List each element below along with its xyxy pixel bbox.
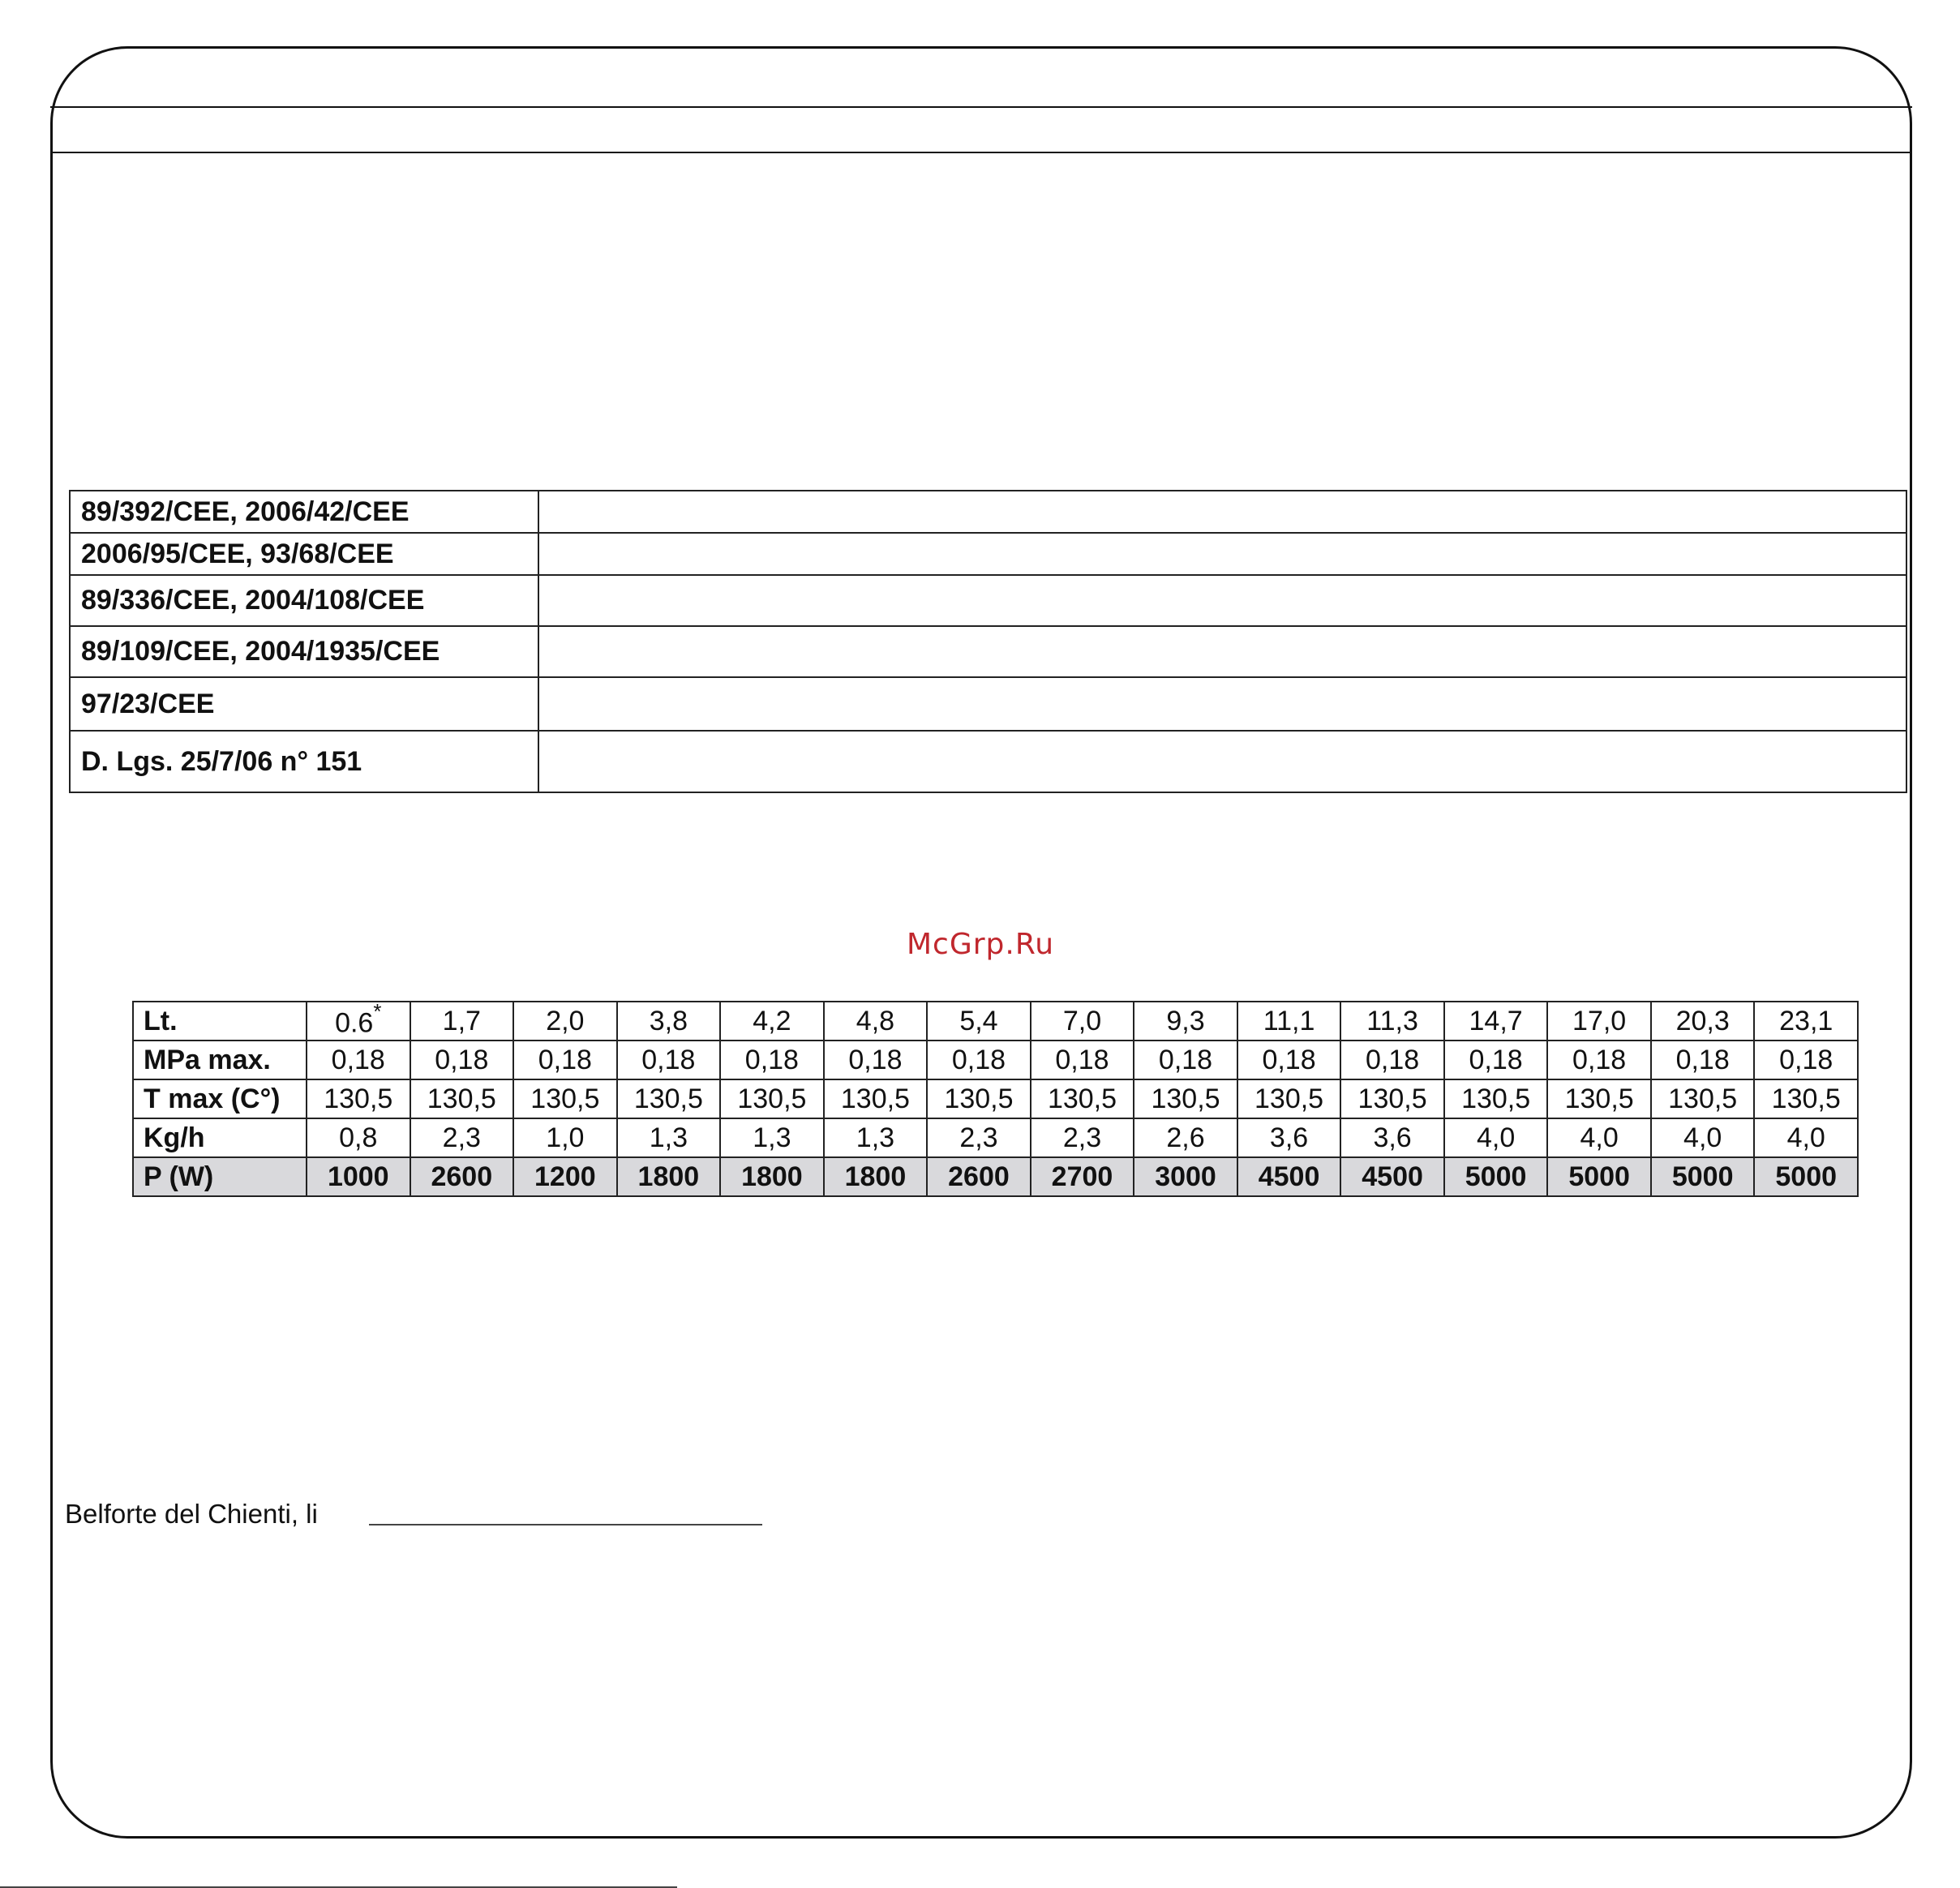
spec-value: 1200 (534, 1161, 596, 1192)
spec-cell (1134, 1118, 1237, 1157)
directive-row (70, 731, 1906, 792)
spec-value: 14,7 (1469, 1005, 1523, 1036)
spec-value: 9,3 (1166, 1005, 1205, 1036)
spec-value: 1000 (327, 1161, 389, 1192)
spec-value: 11,3 (1366, 1005, 1418, 1036)
spec-cell (513, 1002, 617, 1041)
spec-cell (1031, 1002, 1134, 1041)
spec-cell (307, 999, 410, 1041)
spec-value: 4,0 (1476, 1122, 1516, 1153)
spec-cell (307, 1118, 410, 1157)
header-divider-top (50, 106, 1912, 108)
spec-cell (1444, 1157, 1548, 1196)
specifications-table (132, 1001, 1859, 1197)
spec-value: 0,18 (1469, 1044, 1523, 1075)
spec-row-header: MPa max. (133, 1041, 307, 1079)
spec-row (133, 1118, 1858, 1157)
spec-value: 2,6 (1166, 1122, 1205, 1153)
spec-value: 130,5 (840, 1083, 910, 1114)
spec-cell (617, 1118, 721, 1157)
spec-cell (307, 1041, 410, 1079)
spec-cell (617, 1079, 721, 1118)
spec-cell (410, 1041, 514, 1079)
spec-value: 3,6 (1269, 1122, 1309, 1153)
spec-cell (1031, 1079, 1134, 1118)
spec-row (133, 1079, 1858, 1118)
spec-cell (617, 1157, 721, 1196)
spec-value: 0,8 (339, 1122, 378, 1153)
spec-cell (1651, 1157, 1755, 1196)
spec-value: 1800 (844, 1161, 907, 1192)
spec-value: 2,3 (442, 1122, 481, 1153)
spec-value: 130,5 (944, 1083, 1014, 1114)
directive-value (538, 677, 1906, 731)
spec-row-header: T max (C°) (133, 1079, 307, 1118)
spec-value: 0.6 (335, 1007, 374, 1039)
spec-value: 4,0 (1683, 1122, 1722, 1153)
spec-value: 4500 (1258, 1161, 1320, 1192)
spec-cell (1134, 1157, 1237, 1196)
spec-cell (1237, 1079, 1341, 1118)
spec-cell (1754, 1002, 1858, 1041)
spec-cell (927, 1118, 1031, 1157)
spec-cell (720, 1041, 824, 1079)
spec-cell (927, 1002, 1031, 1041)
spec-value: 23,1 (1779, 1005, 1833, 1036)
spec-cell (720, 1157, 824, 1196)
spec-row (133, 1041, 1858, 1079)
directive-label: 97/23/CEE (70, 677, 538, 731)
spec-cell (1340, 1002, 1444, 1041)
spec-value: 5,4 (959, 1005, 998, 1036)
spec-cell (1134, 1002, 1237, 1041)
spec-cell (410, 1157, 514, 1196)
spec-value: 2,3 (1062, 1122, 1102, 1153)
spec-cell (1754, 1079, 1858, 1118)
spec-cell (617, 1041, 721, 1079)
spec-cell (1340, 1079, 1444, 1118)
spec-value: 0,18 (641, 1044, 696, 1075)
spec-cell (824, 1002, 928, 1041)
directives-table (69, 490, 1907, 793)
spec-value: 4,2 (753, 1005, 791, 1036)
spec-cell (927, 1041, 1031, 1079)
spec-value: 1,3 (649, 1122, 688, 1153)
spec-cell (1031, 1157, 1134, 1196)
spec-value: 3,8 (649, 1005, 688, 1036)
spec-cell (1547, 1157, 1651, 1196)
spec-cell (410, 1002, 514, 1041)
spec-row (133, 1002, 1858, 1041)
spec-row-header: Kg/h (133, 1118, 307, 1157)
spec-cell (513, 1157, 617, 1196)
spec-value: 130,5 (530, 1083, 600, 1114)
spec-cell (513, 1041, 617, 1079)
spec-value: 0,18 (1365, 1044, 1420, 1075)
spec-value: 17,0 (1572, 1005, 1627, 1036)
directive-label: 89/392/CEE, 2006/42/CEE (70, 491, 538, 533)
directive-row (70, 491, 1906, 533)
spec-value: 1,0 (546, 1122, 585, 1153)
spec-value: 0,18 (331, 1044, 385, 1075)
spec-value: 2,0 (546, 1005, 585, 1036)
spec-value: 130,5 (1564, 1083, 1634, 1114)
directive-row (70, 575, 1906, 626)
spec-cell (1547, 1079, 1651, 1118)
spec-cell (720, 1079, 824, 1118)
directive-row (70, 677, 1906, 731)
spec-value: 5000 (1465, 1161, 1527, 1192)
spec-value: 5000 (1671, 1161, 1734, 1192)
spec-cell (1031, 1041, 1134, 1079)
spec-cell (824, 1079, 928, 1118)
spec-value: 20,3 (1675, 1005, 1730, 1036)
spec-value: 11,1 (1263, 1005, 1315, 1036)
spec-value: 130,5 (1047, 1083, 1117, 1114)
header-divider-bottom (50, 152, 1912, 153)
spec-value: 130,5 (1668, 1083, 1738, 1114)
spec-cell (1031, 1118, 1134, 1157)
directive-value (538, 575, 1906, 626)
directive-label: 89/336/CEE, 2004/108/CEE (70, 575, 538, 626)
spec-value: 130,5 (1151, 1083, 1220, 1114)
spec-cell (1340, 1118, 1444, 1157)
spec-cell (1340, 1157, 1444, 1196)
spec-cell (1651, 1079, 1755, 1118)
spec-cell (1444, 1041, 1548, 1079)
directive-value (538, 491, 1906, 533)
spec-cell (307, 1079, 410, 1118)
spec-value: 3000 (1155, 1161, 1216, 1192)
directive-value (538, 731, 1906, 792)
spec-value: 0,18 (1572, 1044, 1627, 1075)
spec-cell (1651, 1002, 1755, 1041)
spec-value: 1,7 (442, 1005, 481, 1036)
spec-value: 0,18 (435, 1044, 489, 1075)
spec-cell (1547, 1118, 1651, 1157)
spec-value: 4,0 (1786, 1122, 1825, 1153)
spec-cell (1651, 1118, 1755, 1157)
spec-cell (927, 1157, 1031, 1196)
watermark: McGrp.Ru (907, 928, 1055, 961)
spec-value: 0,18 (1055, 1044, 1109, 1075)
spec-value: 1,3 (856, 1122, 895, 1153)
spec-value: 130,5 (1461, 1083, 1531, 1114)
spec-value: 130,5 (1357, 1083, 1427, 1114)
spec-cell (927, 1079, 1031, 1118)
spec-value: 1,3 (753, 1122, 791, 1153)
spec-value: 0,18 (1262, 1044, 1316, 1075)
spec-value: 3,6 (1373, 1122, 1412, 1153)
spec-value: 2,3 (959, 1122, 998, 1153)
spec-row-header: Lt. (133, 1002, 307, 1041)
spec-cell (824, 1157, 928, 1196)
directive-label: 2006/95/CEE, 93/68/CEE (70, 533, 538, 575)
spec-cell (1237, 1118, 1341, 1157)
spec-row (133, 1157, 1858, 1196)
spec-cell (513, 1079, 617, 1118)
spec-value: 0,18 (1779, 1044, 1833, 1075)
spec-value: 0,18 (1675, 1044, 1730, 1075)
spec-value: 130,5 (633, 1083, 703, 1114)
spec-cell (1134, 1041, 1237, 1079)
spec-cell (824, 1118, 928, 1157)
directive-row (70, 626, 1906, 677)
spec-cell (720, 1118, 824, 1157)
date-line (369, 1524, 762, 1525)
spec-value: 0,18 (848, 1044, 903, 1075)
directive-row (70, 533, 1906, 575)
spec-value: 0,18 (538, 1044, 592, 1075)
spec-value: 4500 (1362, 1161, 1423, 1192)
spec-cell (1134, 1079, 1237, 1118)
spec-cell (1547, 1041, 1651, 1079)
spec-cell (1547, 1002, 1651, 1041)
spec-cell (1754, 1041, 1858, 1079)
spec-value: 7,0 (1062, 1005, 1102, 1036)
spec-cell (1651, 1041, 1755, 1079)
spec-value: 130,5 (737, 1083, 807, 1114)
spec-value: 4,8 (856, 1005, 895, 1036)
place-date-label: Belforte del Chienti, li (65, 1499, 318, 1529)
footnote-marker: * (373, 999, 382, 1024)
spec-value: 130,5 (1254, 1083, 1324, 1114)
spec-cell (410, 1079, 514, 1118)
spec-row-header: P (W) (133, 1157, 307, 1196)
directive-value (538, 626, 1906, 677)
spec-cell (513, 1118, 617, 1157)
spec-cell (1444, 1118, 1548, 1157)
spec-value: 2600 (431, 1161, 493, 1192)
spec-cell (1340, 1041, 1444, 1079)
spec-value: 0,18 (744, 1044, 799, 1075)
spec-cell (617, 1002, 721, 1041)
spec-cell (1237, 1041, 1341, 1079)
spec-value: 0,18 (1158, 1044, 1213, 1075)
spec-cell (307, 1157, 410, 1196)
spec-value: 2700 (1051, 1161, 1113, 1192)
spec-cell (1237, 1157, 1341, 1196)
spec-value: 130,5 (1771, 1083, 1841, 1114)
spec-cell (1754, 1118, 1858, 1157)
spec-cell (1754, 1157, 1858, 1196)
directive-label: 89/109/CEE, 2004/1935/CEE (70, 626, 538, 677)
directive-value (538, 533, 1906, 575)
spec-cell (720, 1002, 824, 1041)
spec-value: 4,0 (1580, 1122, 1619, 1153)
directive-label: D. Lgs. 25/7/06 n° 151 (70, 731, 538, 792)
spec-value: 130,5 (324, 1083, 393, 1114)
spec-cell (824, 1041, 928, 1079)
spec-cell (1444, 1002, 1548, 1041)
spec-value: 0,18 (951, 1044, 1006, 1075)
spec-value: 5000 (1775, 1161, 1838, 1192)
spec-value: 5000 (1568, 1161, 1630, 1192)
spec-value: 1800 (741, 1161, 803, 1192)
spec-value: 2600 (948, 1161, 1010, 1192)
spec-cell (1237, 1002, 1341, 1041)
spec-cell (1444, 1079, 1548, 1118)
spec-cell (410, 1118, 514, 1157)
spec-value: 1800 (637, 1161, 700, 1192)
spec-value: 130,5 (427, 1083, 496, 1114)
